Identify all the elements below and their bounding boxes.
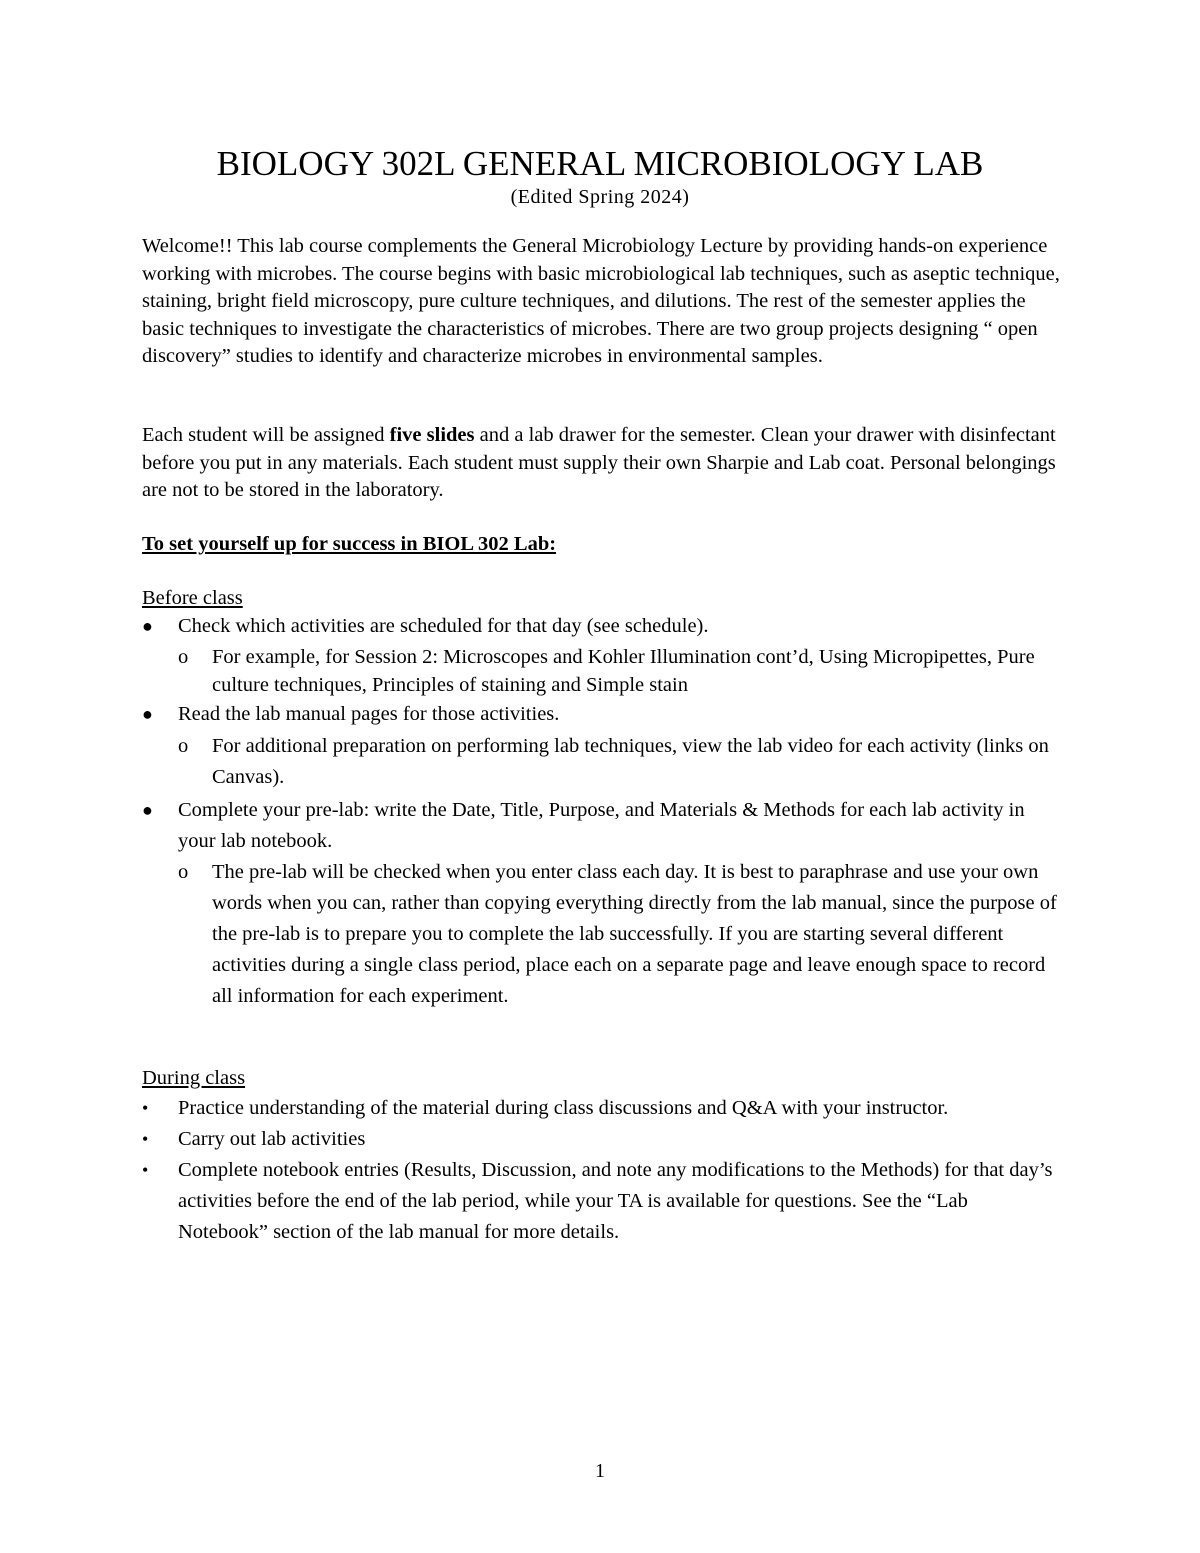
bullet-icon: ● (142, 704, 153, 724)
list-item (142, 613, 1062, 700)
before-class-label: Before class (142, 587, 243, 609)
bullet-icon: ● (142, 799, 153, 820)
success-heading-block (142, 531, 1062, 559)
sub-list (178, 857, 1062, 1012)
list-item (142, 1093, 1062, 1124)
list-item-text: Complete notebook entries (Results, Discussion, and note any modifications to the Methods) for that day’s activities before the end of the lab period, while your TA is available for questions. See the “Lab Notebook” section of the lab manual for more details. (178, 1158, 1053, 1243)
sub-bullet-icon: o (178, 734, 189, 757)
success-heading: To set yourself up for success in BIOL 302 Lab: (142, 533, 557, 555)
sub-bullet-icon: o (178, 646, 189, 668)
list-item-text: Complete your pre-lab: write the Date, Title, Purpose, and Materials & Methods for each lab activity in your lab notebook. (178, 798, 1025, 852)
list-item-text: Practice understanding of the material during class discussions and Q&A with your instructor. (178, 1096, 949, 1119)
bullet-icon: • (142, 1159, 149, 1180)
before-class-list (142, 613, 1062, 1012)
sub-list-item-text: For example, for Session 2: Microscopes and Kohler Illumination cont’d, Using Micropipettes, Pure culture techniques, Principles of staining and Simple stain (212, 646, 1035, 696)
list-item (142, 1124, 1062, 1155)
sub-list-item (142, 731, 1062, 793)
page-title: BIOLOGY 302L GENERAL MICROBIOLOGY LAB (216, 144, 984, 183)
slides-paragraph (142, 422, 1062, 505)
slides-text-after: and a lab drawer for the semester. Clean your drawer with disinfectant before you put in any materials. Each student must supply their own Sharpie and Lab coat. Personal belongings are not to be stored in the laboratory. (142, 424, 1056, 501)
bullet-icon: • (142, 1097, 149, 1118)
intro-paragraph-block (142, 233, 1062, 371)
before-class-section (142, 585, 1062, 1012)
during-class-label: During class (142, 1067, 246, 1089)
during-class-list (142, 1093, 1062, 1248)
list-item-text: Check which activities are scheduled for that day (see schedule). (178, 614, 709, 637)
bullet-icon: • (142, 1128, 149, 1149)
slides-bold-text: five slides (389, 424, 475, 446)
sub-list-item (142, 644, 1062, 699)
sub-list-item-text: For additional preparation on performing lab techniques, view the lab video for each activity (links on Canvas). (212, 734, 1049, 788)
list-item (142, 1155, 1062, 1248)
page-number: 1 (595, 1460, 605, 1482)
list-item-text: Read the lab manual pages for those activities. (178, 703, 560, 725)
sub-list (178, 644, 1062, 699)
sub-bullet-icon: o (178, 860, 189, 883)
list-item-text: Carry out lab activities (178, 1127, 366, 1150)
slides-paragraph-block (142, 422, 1062, 505)
sub-list-item (142, 857, 1062, 1012)
bullet-icon: ● (142, 615, 153, 636)
slides-text-before: Each student will be assigned (142, 424, 390, 446)
during-class-section (142, 1065, 1062, 1248)
sub-list-item-text: The pre-lab will be checked when you enter class each day. It is best to paraphrase and use your own words when you can, rather than copying everything directly from the lab manual, since the purpose of the pre-lab is to prepare you to complete the lab successfully. If you are starting several different activities during a single class period, place each on a separate page and leave enough space to record all information for each experiment. (212, 860, 1057, 1007)
page-subtitle: (Edited Spring 2024) (510, 186, 690, 208)
list-item (142, 795, 1062, 1012)
sub-list (178, 731, 1062, 793)
intro-paragraph: Welcome!! This lab course complements the General Microbiology Lecture by providing hands-on experience working with microbes. The course begins with basic microbiological lab techniques, such as aseptic technique, staining, bright field microscopy, pure culture techniques, and dilutions. The rest of the semester applies the basic techniques to investigate the characteristics of microbes. There are two group projects designing “ open discovery” studies to identify and characterize microbes in environmental samples. (142, 235, 1060, 367)
list-item (142, 701, 1062, 793)
